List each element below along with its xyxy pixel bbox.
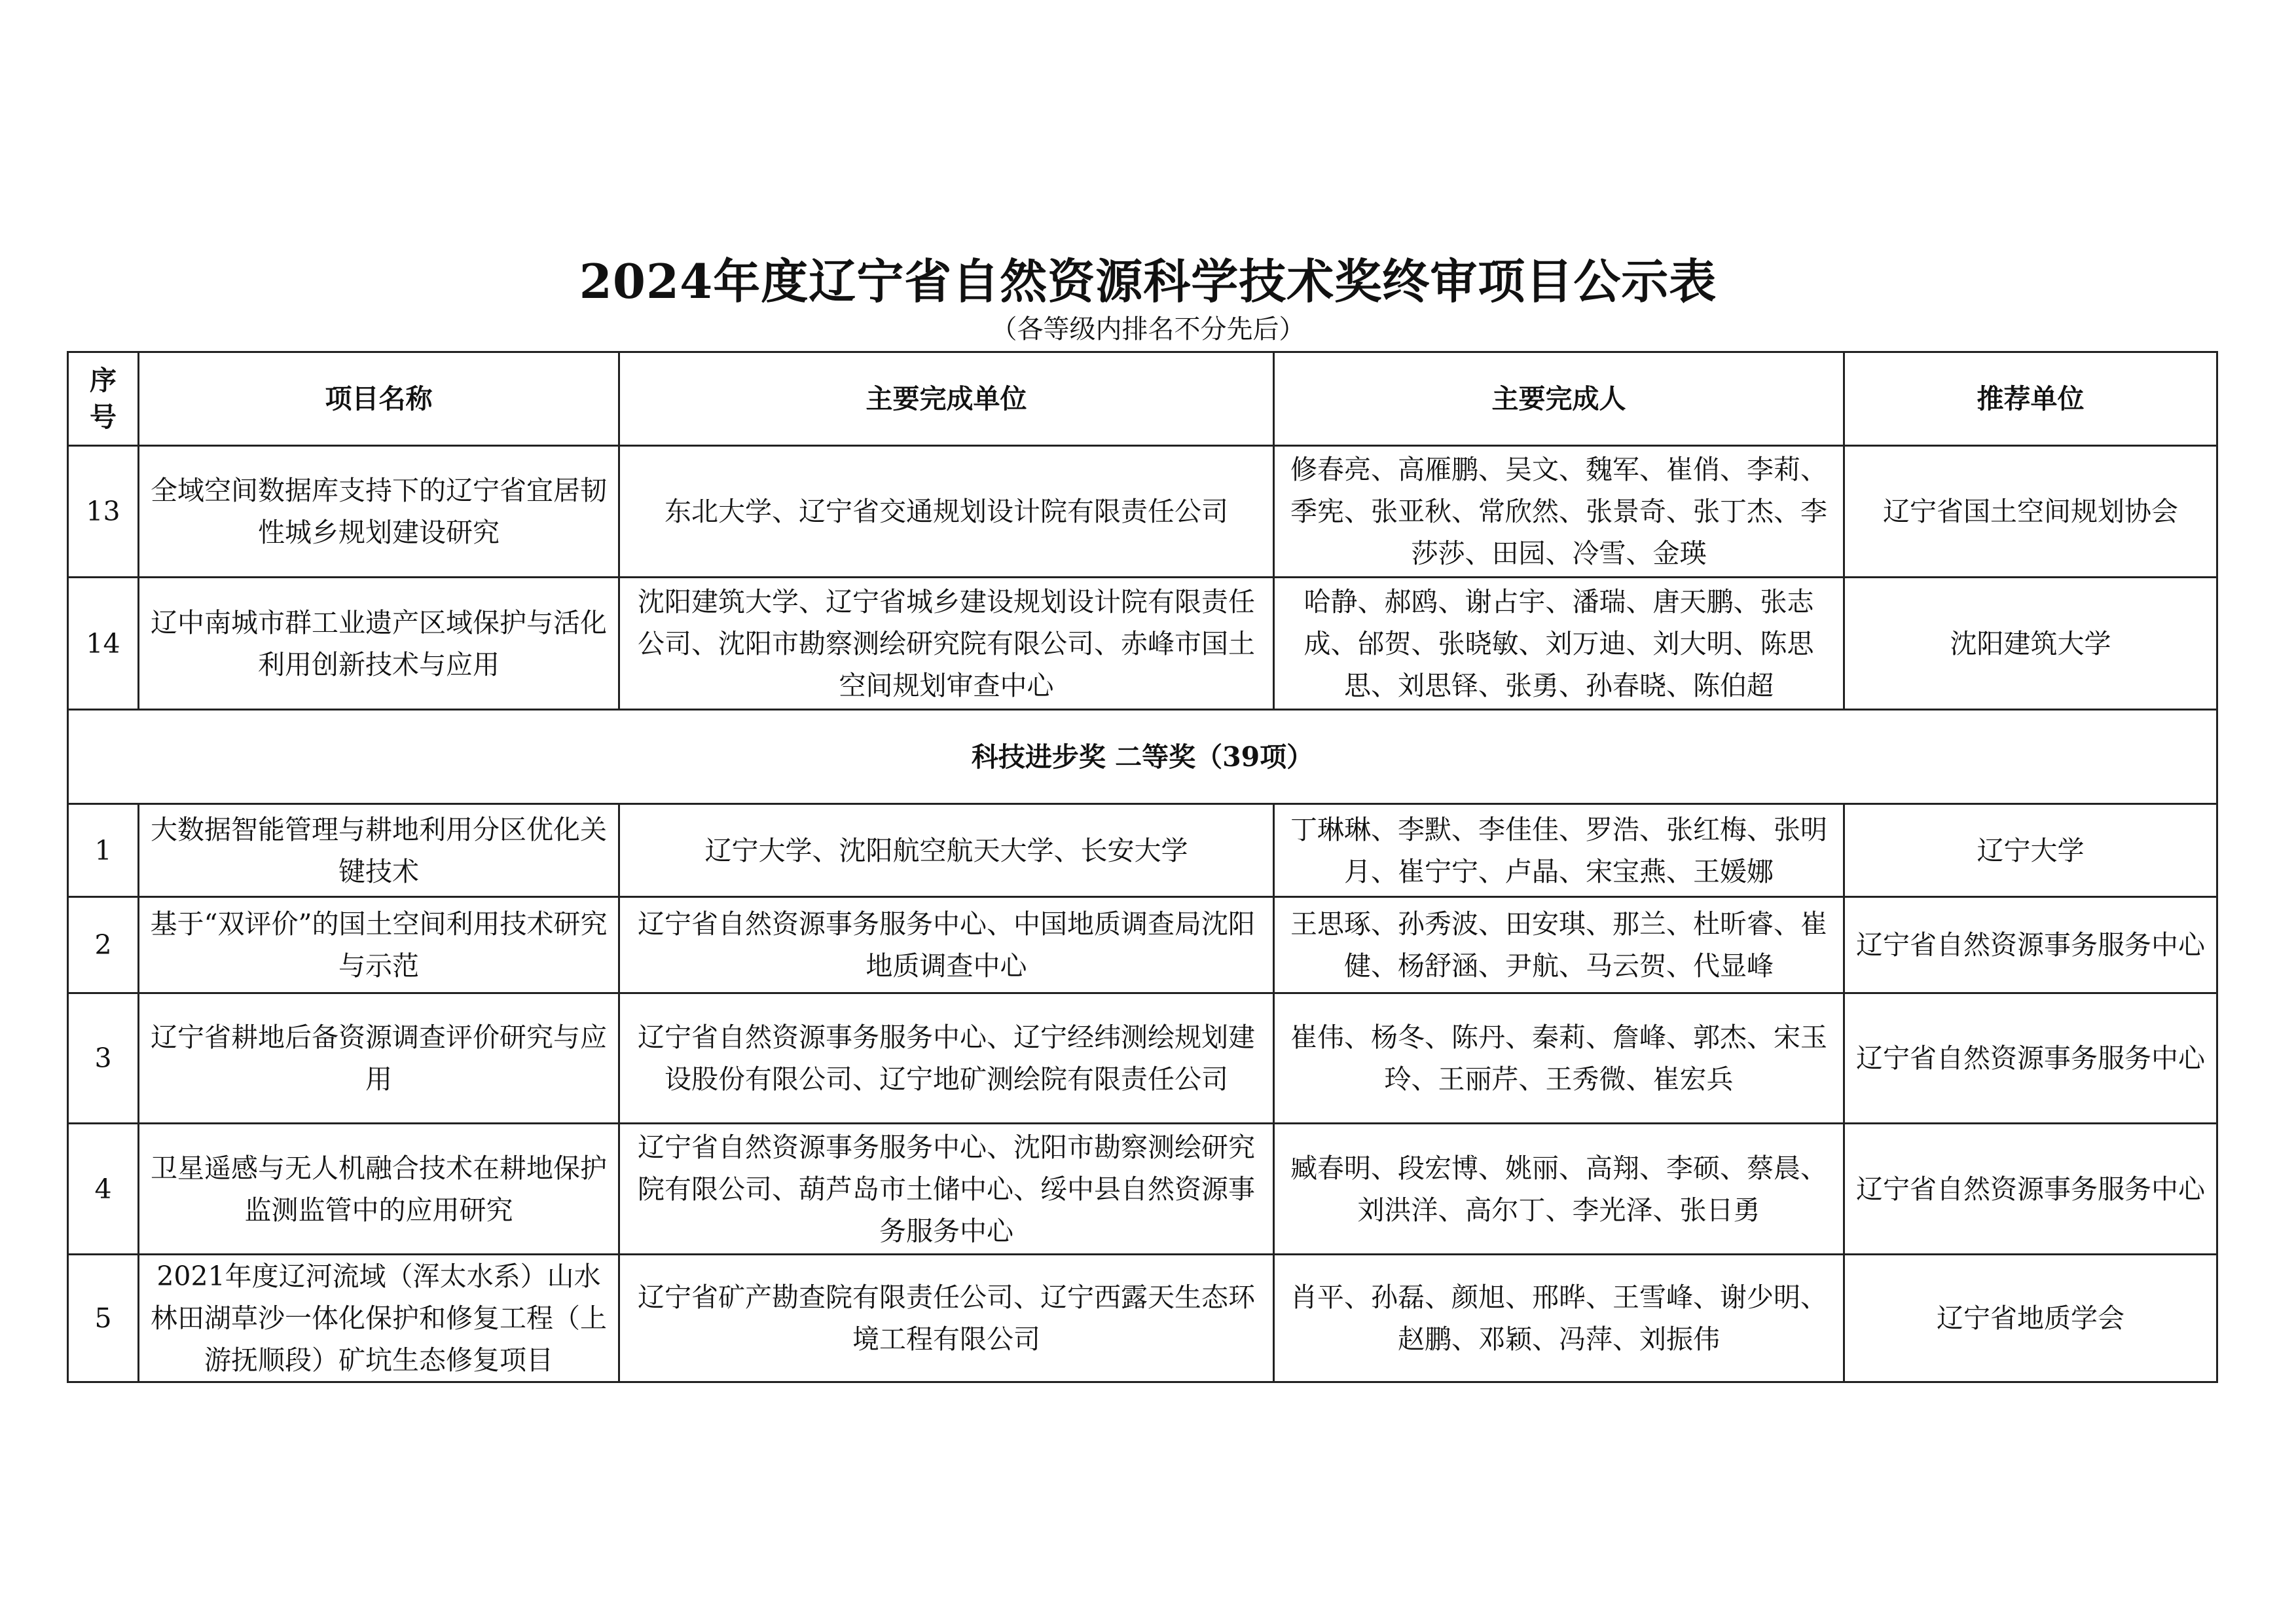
main-people-cell: 王思琢、孙秀波、田安琪、那兰、杜昕睿、崔健、杨舒涵、尹航、马云贺、代显峰: [1274, 897, 1844, 993]
row-number-cell: 13: [68, 446, 139, 578]
recommender-cell: 辽宁省自然资源事务服务中心: [1844, 993, 2217, 1124]
recommender-cell: 辽宁大学: [1844, 804, 2217, 897]
main-people-cell: 崔伟、杨冬、陈丹、秦莉、詹峰、郭杰、宋玉玲、王丽芹、王秀微、崔宏兵: [1274, 993, 1844, 1124]
header-number: 序号: [68, 352, 139, 446]
main-people-cell: 丁琳琳、李默、李佳佳、罗浩、张红梅、张明月、崔宁宁、卢晶、宋宝燕、王媛娜: [1274, 804, 1844, 897]
table-row: [68, 446, 2217, 578]
main-units-cell: 辽宁省自然资源事务服务中心、辽宁经纬测绘规划建设股份有限公司、辽宁地矿测绘院有限责任公司: [619, 993, 1274, 1124]
main-units-cell: 辽宁大学、沈阳航空航天大学、长安大学: [619, 804, 1274, 897]
main-units-cell: 辽宁省矿产勘查院有限责任公司、辽宁西露天生态环境工程有限公司: [619, 1255, 1274, 1382]
table-row: [68, 993, 2217, 1124]
recommender-cell: 辽宁省国土空间规划协会: [1844, 446, 2217, 578]
section-title: 科技进步奖 二等奖（39项）: [68, 710, 2217, 804]
table-row: [68, 804, 2217, 897]
main-people-cell: 哈静、郝鸥、谢占宇、潘瑞、唐天鹏、张志成、邰贺、张晓敏、刘万迪、刘大明、陈思思、刘思铎、张勇、孙春晓、陈伯超: [1274, 578, 1844, 710]
project-name-cell: 辽中南城市群工业遗产区域保护与活化利用创新技术与应用: [139, 578, 619, 710]
document-subtitle: （各等级内排名不分先后）: [991, 314, 1305, 344]
awards-table: [67, 351, 2218, 1383]
row-number-cell: 2: [68, 897, 139, 993]
project-name-cell: 卫星遥感与无人机融合技术在耕地保护监测监管中的应用研究: [139, 1124, 619, 1255]
project-name-cell: 辽宁省耕地后备资源调查评价研究与应用: [139, 993, 619, 1124]
header-project-name: 项目名称: [139, 352, 619, 446]
main-units-cell: 沈阳建筑大学、辽宁省城乡建设规划设计院有限责任公司、沈阳市勘察测绘研究院有限公司、赤峰市国土空间规划审查中心: [619, 578, 1274, 710]
main-people-cell: 肖平、孙磊、颜旭、邢晔、王雪峰、谢少明、赵鹏、邓颖、冯萍、刘振伟: [1274, 1255, 1844, 1382]
project-name-cell: 全域空间数据库支持下的辽宁省宜居韧性城乡规划建设研究: [139, 446, 619, 578]
table-row: [68, 578, 2217, 710]
recommender-cell: 沈阳建筑大学: [1844, 578, 2217, 710]
main-units-cell: 东北大学、辽宁省交通规划设计院有限责任公司: [619, 446, 1274, 578]
main-people-cell: 臧春明、段宏博、姚丽、高翔、李硕、蔡晨、刘洪洋、高尔丁、李光泽、张日勇: [1274, 1124, 1844, 1255]
main-units-cell: 辽宁省自然资源事务服务中心、沈阳市勘察测绘研究院有限公司、葫芦岛市土储中心、绥中县自然资源事务服务中心: [619, 1124, 1274, 1255]
header-main-units: 主要完成单位: [619, 352, 1274, 446]
row-number-cell: 4: [68, 1124, 139, 1255]
project-name-cell: 2021年度辽河流域（浑太水系）山水林田湖草沙一体化保护和修复工程（上游抚顺段）矿坑生态修复项目: [139, 1255, 619, 1382]
recommender-cell: 辽宁省地质学会: [1844, 1255, 2217, 1382]
project-name-cell: 基于“双评价”的国土空间利用技术研究与示范: [139, 897, 619, 993]
row-number-cell: 5: [68, 1255, 139, 1382]
main-people-cell: 修春亮、高雁鹏、吴文、魏军、崔俏、李莉、季宪、张亚秋、常欣然、张景奇、张丁杰、李莎莎、田园、冷雪、金瑛: [1274, 446, 1844, 578]
table-row: [68, 897, 2217, 993]
table-header-row: [68, 352, 2217, 446]
row-number-cell: 14: [68, 578, 139, 710]
main-units-cell: 辽宁省自然资源事务服务中心、中国地质调查局沈阳地质调查中心: [619, 897, 1274, 993]
section-row: [68, 710, 2217, 804]
row-number-cell: 3: [68, 993, 139, 1124]
recommender-cell: 辽宁省自然资源事务服务中心: [1844, 1124, 2217, 1255]
recommender-cell: 辽宁省自然资源事务服务中心: [1844, 897, 2217, 993]
row-number-cell: 1: [68, 804, 139, 897]
header-main-people: 主要完成人: [1274, 352, 1844, 446]
header-recommender: 推荐单位: [1844, 352, 2217, 446]
table-row: [68, 1255, 2217, 1382]
table-row: [68, 1124, 2217, 1255]
document-title: 2024年度辽宁省自然资源科学技术奖终审项目公示表: [579, 253, 1717, 309]
project-name-cell: 大数据智能管理与耕地利用分区优化关键技术: [139, 804, 619, 897]
